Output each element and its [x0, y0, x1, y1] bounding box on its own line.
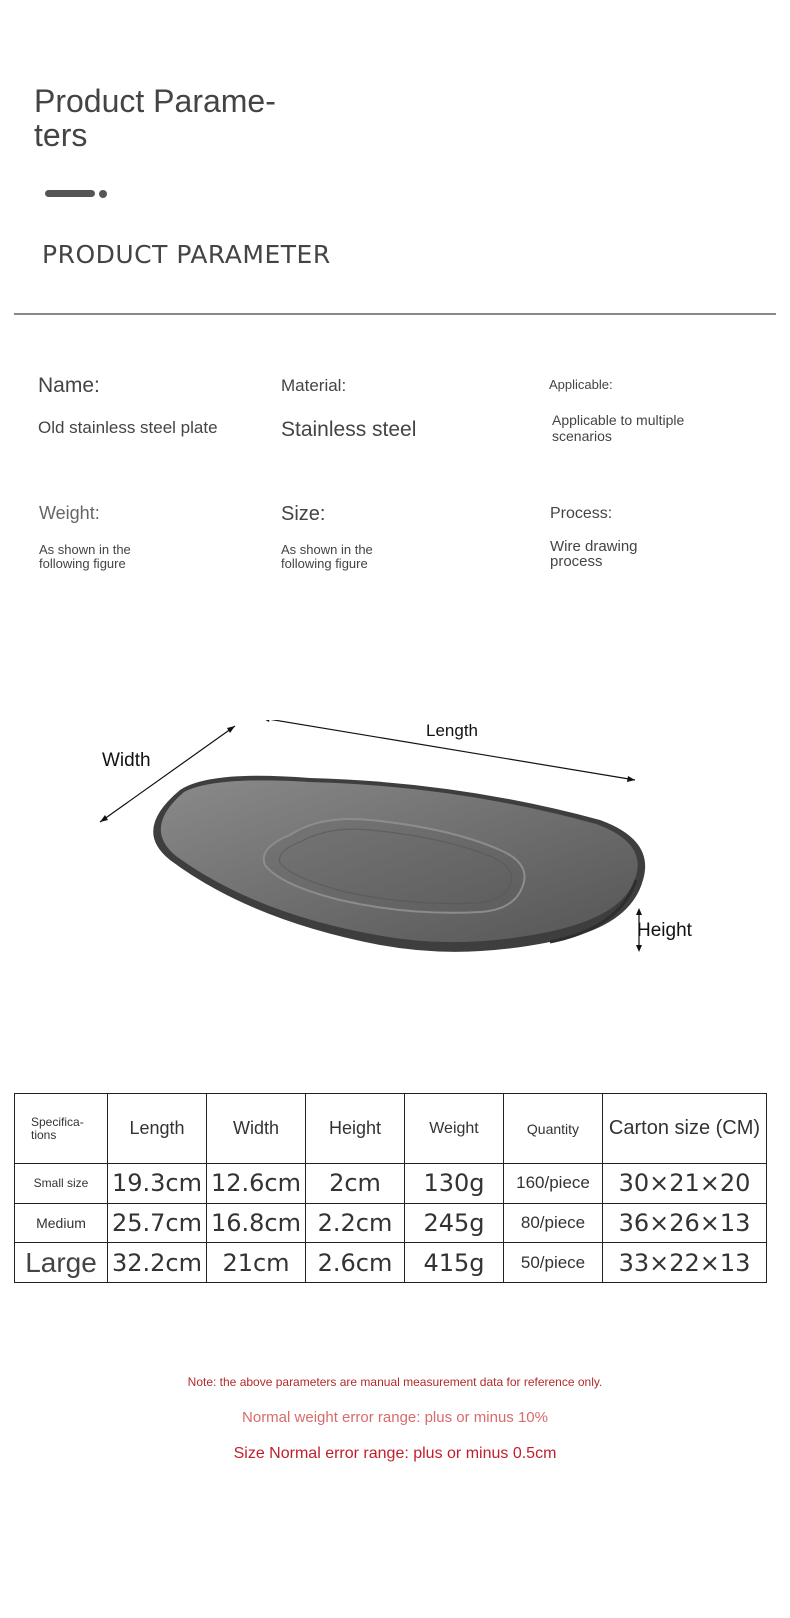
param-applicable-value: Applicable to multiple scenarios — [552, 412, 685, 444]
page-title: Product Parame-ters — [34, 83, 276, 153]
param-material-value: Stainless steel — [281, 418, 417, 441]
cell-quantity: 160/piece — [504, 1164, 603, 1204]
cell-quantity: 50/piece — [504, 1243, 603, 1283]
cell-width: 16.8cm — [207, 1203, 306, 1243]
header-height: Height — [306, 1094, 405, 1164]
cell-length: 25.7cm — [108, 1203, 207, 1243]
note-weight-error: Normal weight error range: plus or minus 10% — [242, 1409, 548, 1426]
header-specifications: Specifica-tions — [15, 1094, 108, 1164]
header-carton-size: Carton size (CM) — [603, 1094, 767, 1164]
param-weight-value: As shown in the following figure — [39, 542, 131, 571]
header-weight: Weight — [405, 1094, 504, 1164]
note-reference: Note: the above parameters are manual measurement data for reference only. — [187, 1375, 603, 1389]
cell-length: 19.3cm — [108, 1164, 207, 1204]
row-size-name: Large — [15, 1243, 108, 1283]
section-divider — [14, 313, 776, 315]
param-process-value: Wire drawing process — [550, 538, 638, 570]
row-size-name: Medium — [15, 1203, 108, 1243]
cell-quantity: 80/piece — [504, 1203, 603, 1243]
cell-carton-size: 30×21×20 — [603, 1164, 767, 1204]
row-size-name: Small size — [15, 1164, 108, 1204]
table-row — [15, 1243, 767, 1283]
cell-width: 12.6cm — [207, 1164, 306, 1204]
table-row — [15, 1164, 767, 1204]
cell-weight: 415g — [405, 1243, 504, 1283]
cell-weight: 245g — [405, 1203, 504, 1243]
header-width: Width — [207, 1094, 306, 1164]
note-size-error: Size Normal error range: plus or minus 0.5cm — [233, 1445, 557, 1462]
param-weight-label: Weight: — [39, 503, 100, 523]
plate-image — [153, 776, 645, 952]
specification-table — [14, 1093, 767, 1283]
param-name-label: Name: — [38, 374, 100, 397]
param-process-label: Process: — [550, 505, 613, 522]
height-label: Height — [637, 920, 692, 941]
table-row — [15, 1203, 767, 1243]
section-subtitle: PRODUCT PARAMETER — [42, 240, 331, 269]
cell-height: 2cm — [306, 1164, 405, 1204]
plate-dimension-diagram — [80, 720, 740, 1020]
table-header-row — [15, 1094, 767, 1164]
cell-width: 21cm — [207, 1243, 306, 1283]
width-label: Width — [102, 750, 151, 771]
param-material-label: Material: — [281, 376, 347, 395]
cell-carton-size: 36×26×13 — [603, 1203, 767, 1243]
length-label: Length — [426, 721, 478, 740]
cell-height: 2.2cm — [306, 1203, 405, 1243]
title-decoration-dot — [99, 190, 107, 198]
param-size-label: Size: — [281, 503, 326, 525]
param-size-value: As shown in the following figure — [281, 542, 373, 571]
param-applicable-label: Applicable: — [549, 377, 613, 392]
cell-weight: 130g — [405, 1164, 504, 1204]
header-length: Length — [108, 1094, 207, 1164]
cell-height: 2.6cm — [306, 1243, 405, 1283]
title-decoration-dash — [45, 190, 95, 197]
cell-length: 32.2cm — [108, 1243, 207, 1283]
cell-carton-size: 33×22×13 — [603, 1243, 767, 1283]
param-name-value: Old stainless steel plate — [38, 418, 218, 437]
header-quantity: Quantity — [504, 1094, 603, 1164]
